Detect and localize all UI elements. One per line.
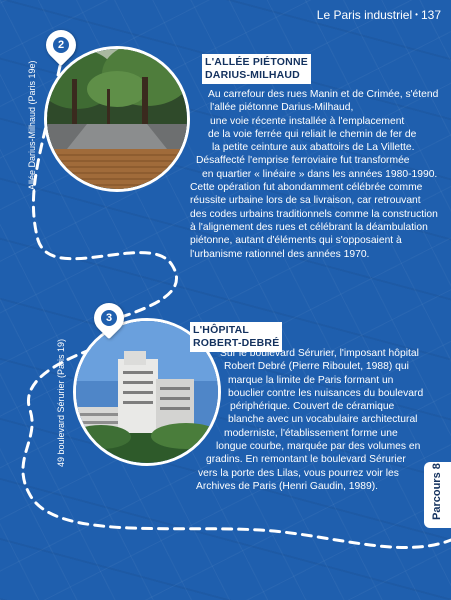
section-title: Le Paris industriel [316,8,413,22]
stop-title-line: L'ALLÉE PIÉTONNE [205,56,308,68]
page-number: 137 [420,8,441,22]
text-line: Cette opération fut abondamment célébrée comme [190,182,423,194]
text-line: marque la limite de Paris formant un [228,374,394,386]
text-line: moderniste, l'établissement forme une [224,427,398,439]
text-line: vers la porte des Lilas, vous pourrez voir les [198,467,399,479]
chapter-tab [424,462,451,528]
text-line: la petite ceinture aux abattoirs de La Villette. [212,142,415,154]
text-line: piétonne, autant d'éléments qui s'opposaient à [190,235,402,247]
stop-title [202,54,311,84]
text-line: réussite urbaine lors de sa livraison, car retrouvant [190,195,421,207]
alley-photo-caption: Allée Darius-Milhaud (Paris 19e) [27,60,37,190]
stop-description [190,88,439,261]
text-line: en quartier « linéaire » dans les années 1980-1990. [202,168,438,180]
stop-title-line: L'HÔPITAL [193,324,250,336]
text-line: blanche avec un vocabulaire architectural [228,414,418,426]
text-line: des codes urbains traditionnels comme la construction [190,208,438,220]
text-line: longue courbe, marquée par des volumes en [216,441,421,453]
stop-marker [94,303,124,333]
text-line: Robert Debré (Pierre Riboulet, 1988) qui [224,361,409,373]
stop-description [192,347,424,493]
text-line: Désaffecté l'emprise ferroviaire fut transformée [196,155,410,167]
text-line: périphérique. Couvert de céramique [230,401,395,413]
text-line: Au carrefour des rues Manin et de Crimée, s'étend [208,89,439,100]
stop-title-line: DARIUS-MILHAUD [205,69,300,81]
stop-marker [46,30,76,60]
text-line: gradins. En remontant le boulevard Sérurier [206,454,406,466]
text-line: l'allée piétonne Darius-Milhaud, [210,102,354,114]
text-line: de la voie ferrée qui reliait le chemin de fer de [208,128,417,140]
text-line: à l'alignement des rues et célébrant la déambulation [190,221,428,233]
text-line: Sur le boulevard Sérurier, l'imposant hôpital [220,348,419,359]
text-line: bouclier contre les nuisances du boulevard [228,387,424,399]
alley-photo [44,46,190,192]
stop-number: 3 [101,310,117,326]
stop-number: 2 [53,37,69,53]
stop-title-line: ROBERT-DEBRÉ [193,337,280,349]
chapter-tab-label: Parcours 8 [431,463,443,520]
hospital-photo-caption: 49 boulevard Sérurier (Paris 19) [56,338,66,467]
text-line: Archives de Paris (Henri Gaudin, 1989). [196,480,378,492]
bullet-separator: • [415,10,418,19]
text-line: une voie récente installée à l'emplacement [210,115,405,127]
text-line: l'urbanisme rationnel des années 1970. [190,248,370,260]
